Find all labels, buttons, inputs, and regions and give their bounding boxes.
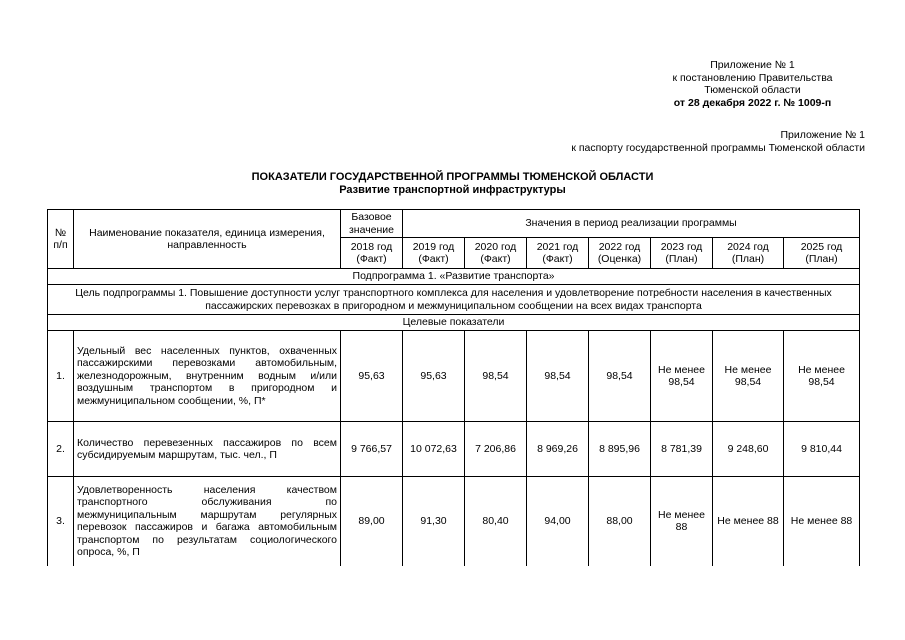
row-name: Удовлетворенность населения качеством транспортного обслуживания по межмуниципальным маршрутам регулярных перевозок пассажиров и багажа автомобильным транспортом по результатам социологического опроса, %, П [74,477,341,566]
row-value: 80,40 [465,477,527,566]
row-num: 1. [48,331,74,422]
subprogram-row [48,269,860,285]
header-period: Значения в период реализации программы [403,210,860,238]
header-num: № п/п [48,210,74,269]
annex-passport-line1: Приложение № 1 [780,129,865,141]
row-value: 98,54 [465,331,527,422]
year-label: 2019 год [412,240,455,253]
annex-resolution [640,59,865,109]
row-value: 94,00 [527,477,589,566]
row-name: Удельный вес населенных пунктов, охваченных пассажирскими перевозками автомобильным, железнодорожным, внутренним водным и/или воздушным транспортом в пригородном и межмуниципальном сообщении, %, П* [74,331,341,422]
table-row [48,422,860,477]
row-value: 8 895,96 [589,422,651,477]
row-value: 95,63 [341,331,403,422]
year-label: 2025 год [800,240,843,253]
header-year [527,238,589,269]
row-value: Не менее 88 [713,477,784,566]
row-value: 98,54 [589,331,651,422]
row-num: 3. [48,477,74,566]
row-value: 10 072,63 [403,422,465,477]
year-label: 2021 год [536,240,579,253]
subprogram-title: Подпрограмма 1. «Развитие транспорта» [48,269,860,285]
year-label: 2024 год [727,240,769,253]
year-label: 2022 год [598,240,641,253]
row-value: 88,00 [589,477,651,566]
header-base: Базовое значение [341,210,403,238]
year-label: 2023 год [660,240,703,253]
header-row-1 [48,210,860,238]
indicators-table [47,209,860,566]
row-value: 9 766,57 [341,422,403,477]
row-value: 9 248,60 [713,422,784,477]
header-year [784,238,860,269]
document-title-line1: ПОКАЗАТЕЛИ ГОСУДАРСТВЕННОЙ ПРОГРАММЫ ТЮМЕНСКОЙ ОБЛАСТИ [251,171,654,183]
annex-resolution-line2: к постановлению Правительства [672,71,833,84]
header-year [713,238,784,269]
row-value: Не менее 88 [651,477,713,566]
row-value: 8 781,39 [651,422,713,477]
row-value: Не менее 98,54 [651,331,713,422]
row-value: Не менее 98,54 [713,331,784,422]
row-value: 89,00 [341,477,403,566]
year-type: (Оценка) [597,253,642,265]
annex-passport-line2: к паспорту государственной программы Тюменской области [571,141,865,154]
header-year [341,238,403,269]
row-value: 91,30 [403,477,465,566]
row-value: 98,54 [527,331,589,422]
annex-resolution-line1: Приложение № 1 [710,59,795,71]
year-type: (План) [805,253,838,265]
row-value: Не менее 88 [784,477,860,566]
targets-label: Целевые показатели [48,315,860,331]
table-row [48,477,860,566]
year-type: (Факт) [480,253,511,265]
year-label: 2018 год [350,240,393,253]
goal-row [48,285,860,315]
document-title [50,171,855,197]
header-year [589,238,651,269]
row-value: 8 969,26 [527,422,589,477]
table-row [48,331,860,422]
row-name: Количество перевезенных пассажиров по всем субсидируемым маршрутам, тыс. чел., П [74,422,341,477]
row-value: 95,63 [403,331,465,422]
row-value: Не менее 98,54 [784,331,860,422]
year-type: (Факт) [356,253,387,265]
document-title-line2: Развитие транспортной инфраструктуры [339,184,566,196]
header-name: Наименование показателя, единица измерения, направленность [74,210,341,269]
header-year [465,238,527,269]
annex-resolution-line3: Тюменской области [704,84,801,96]
row-value: 7 206,86 [465,422,527,477]
header-year [403,238,465,269]
annex-passport [520,129,865,154]
year-label: 2020 год [474,240,517,253]
row-value: 9 810,44 [784,422,860,477]
targets-row [48,315,860,331]
header-year [651,238,713,269]
year-type: (План) [665,253,698,265]
subprogram-goal: Цель подпрограммы 1. Повышение доступности услуг транспортного комплекса для населения и удовлетворение потребности населения в качественных пассажирских перевозках в пригородном и межмуниципальном сообщении на всех видах транспорта [48,285,860,315]
year-type: (Факт) [542,253,573,265]
year-type: (Факт) [418,253,449,265]
annex-resolution-line4: от 28 декабря 2022 г. № 1009-п [673,96,832,109]
row-num: 2. [48,422,74,477]
year-type: (План) [731,253,765,265]
